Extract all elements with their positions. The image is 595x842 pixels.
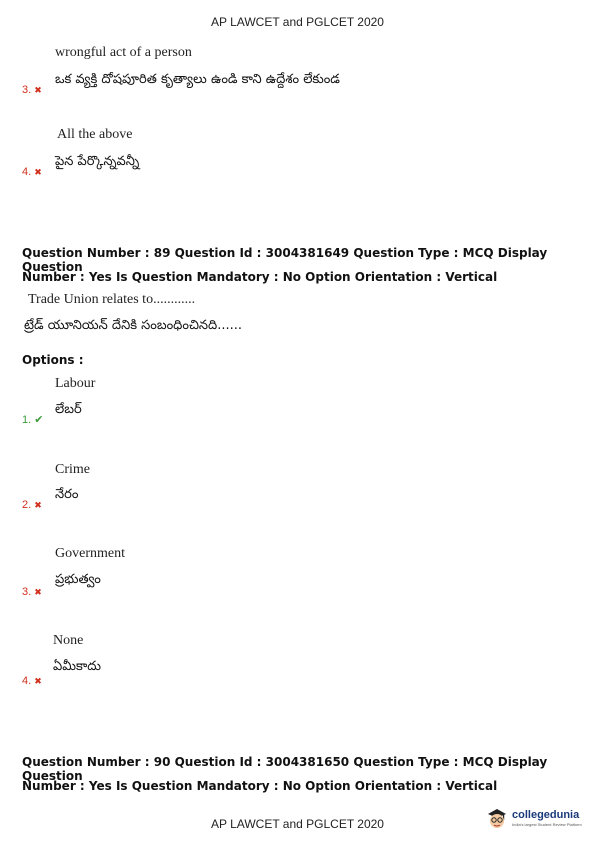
page-footer: AP LAWCET and PGLCET 2020 [211,817,384,831]
q89-option-1-telugu: లేబర్ [55,402,82,417]
option-4-marker: 4. ✖ [22,166,42,178]
q89-option-4-marker: 4. ✖ [22,675,42,687]
option-4-english: All the above [57,127,133,142]
q89-option-4-telugu: ఏమీకాదు [53,659,101,674]
cross-icon: ✖ [34,84,42,95]
page-header: AP LAWCET and PGLCET 2020 [211,15,384,29]
q89-option-3-marker: 3. ✖ [22,586,42,598]
q89-option-2-english: Crime [55,462,90,477]
cross-icon: ✖ [34,166,42,177]
q89-option-1-english: Labour [55,376,96,391]
q90-meta-line1: Question Number : 90 Question Id : 3004381650 Question Type : MCQ Display Question [22,755,548,783]
option-4-telugu: పైన పేర్కొన్నవన్నీ [55,154,140,169]
q90-meta-line2: Number : Yes Is Question Mandatory : No Option Orientation : Vertical [22,779,498,793]
q89-meta-line1: Question Number : 89 Question Id : 3004381649 Question Type : MCQ Display Question [22,246,548,274]
option-3-english: wrongful act of a person [55,45,192,60]
q89-meta-line2: Number : Yes Is Question Mandatory : No Option Orientation : Vertical [22,270,498,284]
q89-option-2-telugu: నేరం [55,487,79,502]
q89-option-1-marker: 1. ✔ [22,413,44,426]
options-label: Options : [22,353,84,367]
check-icon: ✔ [34,414,44,426]
q89-question-english: Trade Union relates to............ [28,292,196,307]
q89-option-2-marker: 2. ✖ [22,499,42,511]
option-3-marker: 3. ✖ [22,84,42,96]
cross-icon: ✖ [34,675,42,686]
q89-option-3-english: Government [55,546,125,561]
cross-icon: ✖ [34,586,42,597]
logo-tagline: India's largest Student Review Platform [512,821,582,827]
collegedunia-logo [486,800,592,836]
cross-icon: ✖ [34,499,42,510]
option-3-telugu: ఒక వ్యక్తి దోషపూరిత కృత్యాలు ఉండి కాని ఉద్దేశం లేకుండ [55,72,340,87]
mascot-icon [486,805,508,831]
logo-name: collegedunia [512,808,580,821]
q89-option-3-telugu: ప్రభుత్వం [55,572,101,587]
q89-option-4-english: None [53,633,84,648]
q89-question-telugu: ట్రేడ్ యూనియన్ దేనికి సంబంధించినది...... [24,318,242,333]
